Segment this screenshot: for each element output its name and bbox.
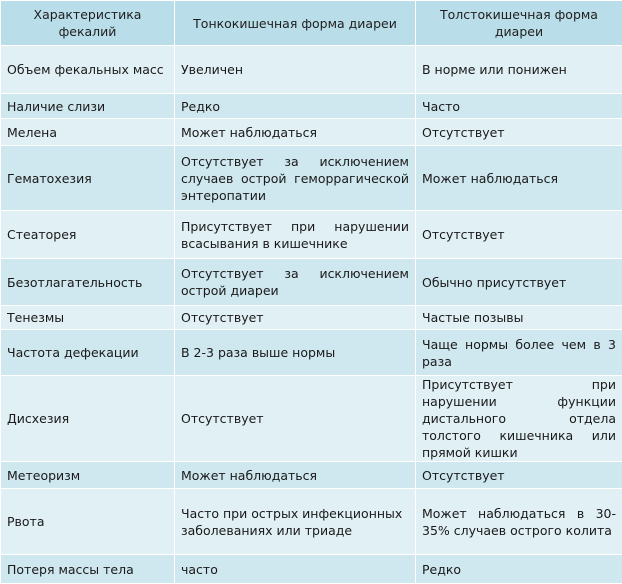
row-label: Потеря массы тела bbox=[1, 555, 175, 584]
large-intestine-cell: Отсутствует bbox=[416, 211, 622, 259]
large-intestine-cell: Редко bbox=[416, 555, 622, 584]
large-intestine-cell: В норме или понижен bbox=[416, 46, 622, 94]
small-intestine-cell: часто bbox=[175, 555, 416, 584]
table-row bbox=[1, 555, 622, 584]
row-label: Дисхезия bbox=[1, 376, 175, 462]
table-row bbox=[1, 259, 622, 306]
small-intestine-cell: Может наблюдаться bbox=[175, 462, 416, 489]
row-label: Объем фекальных масс bbox=[1, 46, 175, 94]
table-row bbox=[1, 330, 622, 376]
large-intestine-cell: Отсутствует bbox=[416, 462, 622, 489]
small-intestine-cell: В 2-3 раза выше нормы bbox=[175, 330, 416, 376]
table-row bbox=[1, 306, 622, 330]
small-intestine-cell: Может наблюдаться bbox=[175, 119, 416, 146]
small-intestine-cell: Отсутствует за исключением острой диареи bbox=[175, 259, 416, 306]
large-intestine-cell: Часто bbox=[416, 94, 622, 119]
large-intestine-cell: Может наблюдаться в 30-35% случаев острого колита bbox=[416, 489, 622, 555]
small-intestine-cell: Отсутствует за исключением случаев острой геморрагической энтеропатии bbox=[175, 146, 416, 211]
small-intestine-cell: Отсутствует bbox=[175, 376, 416, 462]
table-row bbox=[1, 146, 622, 211]
header-characteristic: Характеристика фекалий bbox=[1, 1, 175, 46]
row-label: Стеаторея bbox=[1, 211, 175, 259]
small-intestine-cell: Присутствует при нарушении всасывания в кишечнике bbox=[175, 211, 416, 259]
row-label: Мелена bbox=[1, 119, 175, 146]
table-row bbox=[1, 46, 622, 94]
large-intestine-cell: Присутствует при нарушении функции дистального отдела толстого кишечника или прямой кишки bbox=[416, 376, 622, 462]
small-intestine-cell: Отсутствует bbox=[175, 306, 416, 330]
header-small-intestine: Тонкокишечная форма диареи bbox=[175, 1, 416, 46]
table-row bbox=[1, 462, 622, 489]
large-intestine-cell: Чаще нормы более чем в 3 раза bbox=[416, 330, 622, 376]
small-intestine-cell: Часто при острых инфекционных заболеваниях или триаде bbox=[175, 489, 416, 555]
large-intestine-cell: Обычно присутствует bbox=[416, 259, 622, 306]
row-label: Метеоризм bbox=[1, 462, 175, 489]
table-row bbox=[1, 94, 622, 119]
row-label: Рвота bbox=[1, 489, 175, 555]
row-label: Безотлагательность bbox=[1, 259, 175, 306]
small-intestine-cell: Редко bbox=[175, 94, 416, 119]
table-row bbox=[1, 211, 622, 259]
table-row bbox=[1, 119, 622, 146]
table-row bbox=[1, 489, 622, 555]
table-header-row bbox=[1, 1, 622, 46]
header-large-intestine: Толстокишечная форма диареи bbox=[416, 1, 622, 46]
row-label: Гематохезия bbox=[1, 146, 175, 211]
large-intestine-cell: Частые позывы bbox=[416, 306, 622, 330]
large-intestine-cell: Отсутствует bbox=[416, 119, 622, 146]
large-intestine-cell: Может наблюдаться bbox=[416, 146, 622, 211]
row-label: Частота дефекации bbox=[1, 330, 175, 376]
row-label: Наличие слизи bbox=[1, 94, 175, 119]
table-row bbox=[1, 376, 622, 462]
row-label: Тенезмы bbox=[1, 306, 175, 330]
small-intestine-cell: Увеличен bbox=[175, 46, 416, 94]
